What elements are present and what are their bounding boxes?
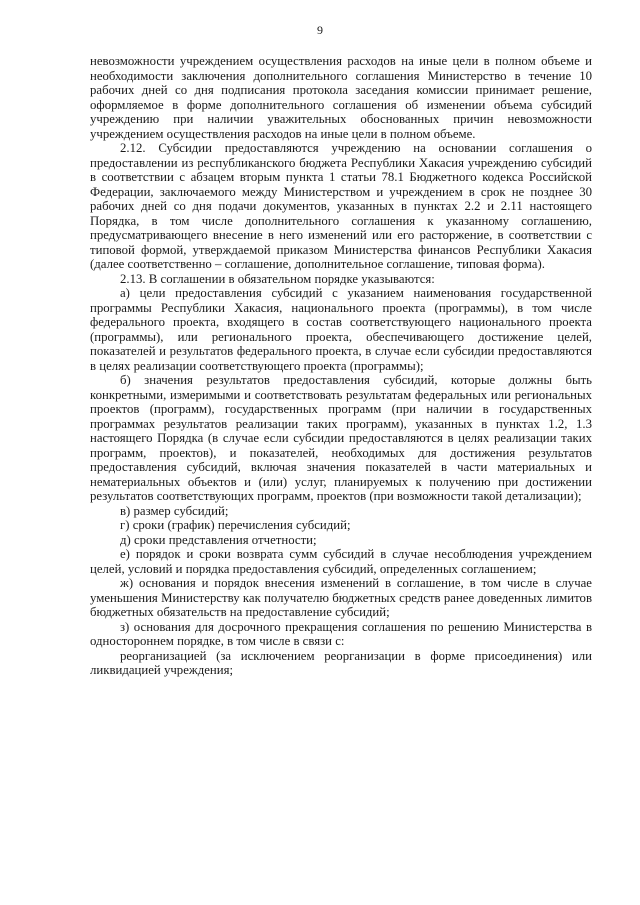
list-item-zh: ж) основания и порядок внесения изменений в соглашение, в том числе в случае уменьшения Министерству как получателю бюджетных средств ранее доведенных лимитов бюджетных обязательств на предоставление субсидий; [90,576,592,619]
document-body [90,54,592,678]
list-item-z: з) основания для досрочного прекращения соглашения по решению Министерства в одностороннем порядке, в том числе в связи с: [90,619,592,648]
list-item-v: в) размер субсидий; [120,503,229,518]
paragraph-2-12: 2.12. Субсидии предоставляются учреждению на основании соглашения о предоставлении из республиканского бюджета Республики Хакасия учреждению субсидий в соответствии с абзацем вторым пункта 1 статьи 78.1 Бюджетного кодекса Российской Федерации, заключаемого между Министерством и учреждением в срок не позднее 30 рабочих дней со дня подачи документов, указанных в пунктах 2.2 и 2.11 настоящего Порядка, в том числе дополнительного соглашения к указанному соглашению, предусматривающего внесение в него изменений или его расторжение, в соответствии с типовой формой, утверждаемой приказом Министерства финансов Республики Хакасия (далее соответственно – соглашение, дополнительное соглашение, типовая форма). [90,141,592,271]
list-item-g: г) сроки (график) перечисления субсидий; [120,518,351,532]
list-item-d: д) сроки представления отчетности; [120,532,317,547]
list-item-e: е) порядок и сроки возврата сумм субсидий в случае несоблюдения учреждением целей, условий и порядка предоставления субсидий, определенных соглашением; [90,547,592,576]
page-number: 9 [317,23,323,37]
sub-item-reorganization: реорганизацией (за исключением реорганизации в форме присоединения) или ликвидацией учреждения; [90,648,592,677]
paragraph-2-13: 2.13. В соглашении в обязательном порядке указываются: [120,271,435,286]
paragraph-continuation: невозможности учреждением осуществления расходов на иные цели в полном объеме и необходимости заключения дополнительного соглашения Министерство в течение 10 рабочих дней со дня подписания протокола заседания комиссии принимает решение, оформляемое в форме дополнительного соглашения об изменении объема субсидий учреждению при наличии уважительных обоснованных причин невозможности учреждением осуществления расходов на иные цели в полном объеме. [90,54,592,141]
list-item-b: б) значения результатов предоставления субсидий, которые должны быть конкретными, измеримыми и соответствовать результатам федеральных или региональных проектов (программ), государственных программ (при наличии в государственных программах результатов реализации таких программ), указанных в пунктах 1.2, 1.3 настоящего Порядка (в случае если субсидии предоставляются в целях реализации таких программ, проектов), и показателей, необходимых для достижения результатов предоставления субсидий, включая значения показателей в части материальных и нематериальных объектов и (или) услуг, планируемых к получению при достижении результатов соответствующих программ, проектов (при возможности такой детализации); [90,373,592,503]
list-item-a: а) цели предоставления субсидий с указанием наименования государственной программы Республики Хакасия, национального проекта (программы), в том числе федерального проекта, входящего в состав соответствующего национального проекта (программы), или регионального проекта, обеспечивающего достижение целей, показателей и результатов федерального проекта, в случае если субсидии предоставляются в целях реализации соответствующего проекта (программы); [90,286,592,373]
